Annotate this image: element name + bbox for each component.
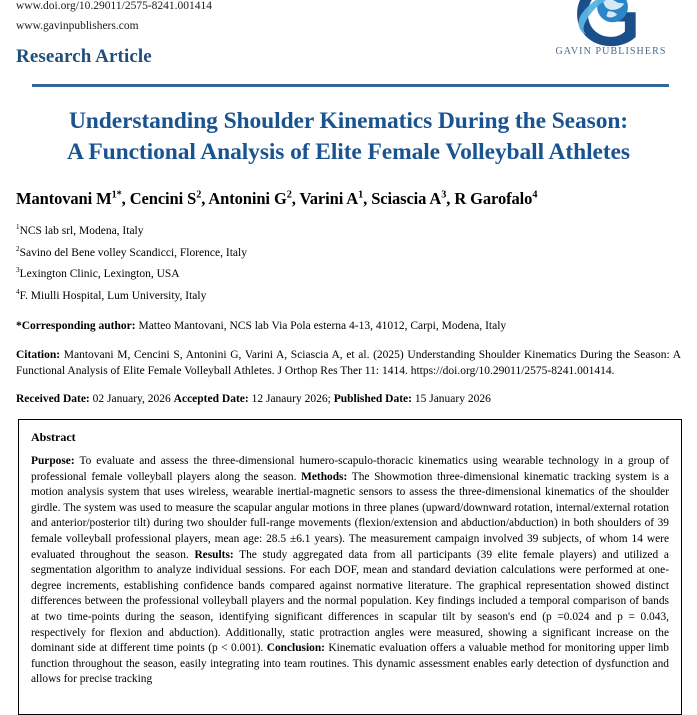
author-affiliation-marker: 1* [111,189,122,201]
affiliation-marker: 2 [16,244,20,253]
author-name: Varini A [299,189,359,208]
masthead [16,0,681,80]
publisher-logo [541,0,681,57]
author-entry: Varini $A^1$, [299,189,372,208]
abstract-purpose-label: Purpose: [31,455,75,467]
received-date-value: 02 January, 2026 [92,392,171,405]
affiliation-item [16,286,681,308]
author-name: R Garofalo [454,189,533,208]
author-entry: Cencini $S^2$, [129,189,209,208]
author-affiliation-marker: 2 [286,189,292,201]
abstract-conclusion-text: Kinematic evaluation offers a valuable method for monitoring upper limb function throughout the season, easily integrating into team routines. This dynamic assessment enables early detection of dysfunction and allows for precise tracking [31,642,669,686]
citation-text: Mantovani M, Cencini S, Antonini G, Varini A, Sciascia A, et al. (2025) Understanding Shoulder Kinematics During the Season: A Functional Analysis of Elite Female Volleyball Athletes. J Orthop Res Ther 11: 1414. https://doi.org/10.29011/2575-8241.001414. [16,349,681,378]
article-type-label: Research Article [16,46,152,67]
affiliation-item [16,264,681,286]
affiliation-marker: 1 [16,223,20,232]
author-affiliation-marker: 3 [441,189,447,201]
author-entry: Antonini $G^2$, [208,189,300,208]
abstract-results-label: Results: [194,548,234,561]
abstract-methods-label: Methods: [301,470,348,483]
corresponding-author-label: *Corresponding author: [16,320,136,332]
affiliation-marker: 3 [16,266,20,275]
author-affiliation-marker: 2 [196,189,202,201]
masthead-links [16,0,212,36]
author-name: Sciascia A [371,189,442,208]
affiliation-text: Lexington Clinic, Lexington, USA [19,268,180,280]
author-entry: Sciascia $A^3$, [371,189,455,208]
citation-label: Citation: [16,349,61,361]
accepted-date-label: Accepted Date: [173,392,249,405]
affiliation-item [16,243,681,265]
citation-block [16,335,681,380]
corresponding-author [16,307,681,335]
publisher-website-link[interactable]: www.gavinpublishers.com [16,20,139,32]
author-name: Antonini G [208,189,287,208]
abstract-purpose-text: To evaluate and assess the three-dimensional humero-scapulo-thoracic kinematics using wearable technology in a group of professional female volleyball players along the season. [31,455,669,483]
page-title [16,80,681,168]
affiliation-item [16,221,681,243]
received-date-label: Received Date: [16,392,90,405]
corresponding-author-text: Matteo Mantovani, NCS lab Via Pola esterna 4-13, 41012, Carpi, Modena, Italy [138,320,507,332]
publisher-name-label: GAVIN PUBLISHERS [555,46,667,57]
affiliation-marker: 4 [16,287,20,296]
affiliation-list [16,209,681,307]
author-affiliation-marker: 4 [532,189,538,201]
affiliation-text: Savino del Bene volley Scandicci, Florence, Italy [19,246,247,259]
title-line-1: Understanding Shoulder Kinematics During the Season: [68,108,629,134]
affiliation-text: NCS lab srl, Modena, Italy [19,225,144,237]
author-entry [454,189,537,208]
abstract-section [18,419,682,715]
published-date-label: Published Date: [333,392,412,405]
author-affiliation-marker: 1 [358,189,364,201]
accepted-date-value: 12 Janaury 2026; [251,392,331,405]
gavin-publishers-globe-g-icon [563,0,659,50]
publication-dates [16,380,681,407]
abstract-heading: Abstract [31,430,76,444]
abstract-body [31,454,669,688]
abstract-results-text: The study aggregated data from all participants (39 elite female players) and utilized a segmentation algorithm to analyze individual sessions. For each DOF, mean and standard deviation calculations were performed at one-degree increments, establishing confidence bands compared against normative literature. The graphical representation showed distinct differences between the professional volleyball players and the normal population. Key findings included a temporal comparison of bands at two time-points during the season, identifying significant differences in scapular tilt by season's end (p =0.024 and p = 0.043, respectively for flexion and abduction). Additionally, static protraction angles were measured, showing a significant increase on the dominant side at different time points (p < 0.001). [31,548,669,655]
published-date-value: 15 January 2026 [414,392,491,405]
author-entry: Mantovani $M^{1*}$, [16,189,130,208]
header-divider [32,84,669,87]
abstract-conclusion-label: Conclusion: [266,642,325,655]
author-name: Mantovani M [16,189,112,208]
affiliation-text: F. Miulli Hospital, Lum University, Italy [19,289,207,302]
title-line-2: A Functional Analysis of Elite Female Volleyball Athletes [67,139,630,165]
doi-link[interactable]: www.doi.org/10.29011/2575-8241.001414 [16,0,213,12]
author-name: Cencini S [129,189,197,208]
abstract-methods-text: The Showmotion three-dimensional kinematic tracking system is a motion analysis system that uses wireless, wearable inertial-magnetic sensors to assess the three-dimensional kinematics of the shoulder girdle. The system was used to measure the scapular angular motions in three planes (upward/downward rotation, internal/external rotation and anterior/posterior tilt) during two shoulder full-range movements (flexion/extension and abduction/abduction) in both shoulders of 39 female volleyball professional players, mean age: 28.5 ±6.1 years). The measurement campaign involved 39 subjects, of whom 14 were evaluated throughout the season. [31,470,669,561]
author-list [16,168,681,209]
